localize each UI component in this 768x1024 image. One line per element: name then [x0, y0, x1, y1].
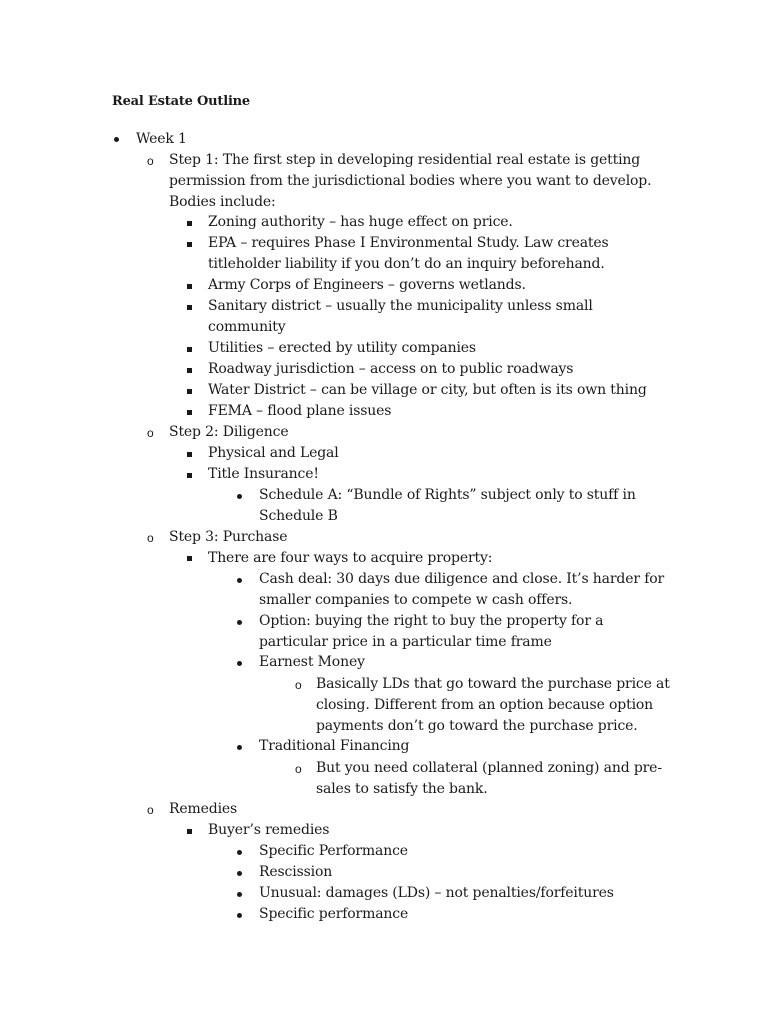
- outline-item-level2: Remedies: [169, 801, 238, 817]
- bullet-dot: [237, 620, 242, 625]
- outline-item-level3: Buyer’s remedies: [208, 822, 330, 838]
- outline-item-level3: FEMA – flood plane issues: [208, 403, 392, 419]
- outline-item-level4: Traditional Financing: [259, 738, 410, 754]
- bullet-dot: [237, 745, 242, 750]
- outline-item-level3: EPA – requires Phase I Environmental Study. Law creates: [208, 235, 609, 251]
- outline-item-level2: Step 1: The first step in developing residential real estate is getting: [169, 152, 641, 168]
- bullet-square: [187, 829, 192, 834]
- bullet-dot: [237, 661, 242, 666]
- outline-item-continuation: payments don’t go toward the purchase price.: [316, 718, 638, 734]
- outline-item-continuation: Bodies include:: [169, 194, 276, 210]
- bullet-dot: [237, 494, 242, 499]
- outline-item-level2: Step 2: Diligence: [169, 424, 289, 440]
- outline-item-level5: But you need collateral (planned zoning) and pre-: [316, 760, 662, 776]
- outline-item-level4: Unusual: damages (LDs) – not penalties/forfeitures: [259, 885, 614, 901]
- outline-item-level4: Specific Performance: [259, 843, 408, 859]
- outline-item-level2: Step 3: Purchase: [169, 529, 288, 545]
- document-title: Real Estate Outline: [112, 94, 251, 109]
- bullet-circle: o: [295, 678, 302, 692]
- outline-item-level3: Utilities – erected by utility companies: [208, 340, 476, 356]
- outline-item-level3: Physical and Legal: [208, 445, 339, 461]
- outline-item-level4: Earnest Money: [259, 654, 365, 670]
- outline-item-continuation: sales to satisfy the bank.: [316, 781, 488, 797]
- bullet-square: [187, 473, 192, 478]
- bullet-square: [187, 389, 192, 394]
- bullet-circle: o: [147, 426, 154, 440]
- outline-item-level5: Basically LDs that go toward the purchase price at: [316, 676, 670, 692]
- bullet-circle: o: [295, 762, 302, 776]
- bullet-square: [187, 410, 192, 415]
- outline-item-level3: Zoning authority – has huge effect on price.: [208, 214, 513, 230]
- outline-item-continuation: community: [208, 319, 286, 335]
- outline-item-level3: Water District – can be village or city, but often is its own thing: [208, 382, 647, 398]
- outline-item-level4: Schedule A: “Bundle of Rights” subject only to stuff in: [259, 487, 636, 503]
- outline-item-continuation: smaller companies to compete w cash offers.: [259, 592, 573, 608]
- outline-item-level4: Specific performance: [259, 906, 409, 922]
- outline-item-level4: Cash deal: 30 days due diligence and close. It’s harder for: [259, 571, 665, 587]
- outline-item-level4: Option: buying the right to buy the property for a: [259, 613, 604, 629]
- bullet-dot: [237, 578, 242, 583]
- bullet-circle: o: [147, 154, 154, 168]
- outline-item-continuation: permission from the jurisdictional bodies where you want to develop.: [169, 173, 652, 189]
- bullet-circle: o: [147, 803, 154, 817]
- bullet-dot: [237, 892, 242, 897]
- bullet-square: [187, 305, 192, 310]
- bullet-dot: [237, 850, 242, 855]
- bullet-dot: [114, 137, 119, 142]
- outline-item-level1: Week 1: [136, 131, 187, 147]
- outline-item-level3: Sanitary district – usually the municipality unless small: [208, 298, 593, 314]
- outline-item-continuation: titleholder liability if you don’t do an inquiry beforehand.: [208, 256, 605, 272]
- bullet-circle: o: [147, 531, 154, 545]
- outline-item-level4: Rescission: [259, 864, 333, 880]
- bullet-square: [187, 452, 192, 457]
- outline-item-continuation: particular price in a particular time frame: [259, 634, 552, 650]
- outline-item-level3: There are four ways to acquire property:: [208, 550, 493, 566]
- outline-item-level3: Title Insurance!: [208, 466, 319, 482]
- bullet-square: [187, 347, 192, 352]
- outline-item-level3: Roadway jurisdiction – access on to public roadways: [208, 361, 574, 377]
- outline-item-continuation: closing. Different from an option because option: [316, 697, 654, 713]
- bullet-square: [187, 242, 192, 247]
- bullet-dot: [237, 913, 242, 918]
- bullet-square: [187, 556, 192, 561]
- bullet-dot: [237, 871, 242, 876]
- bullet-square: [187, 221, 192, 226]
- bullet-square: [187, 368, 192, 373]
- outline-item-level3: Army Corps of Engineers – governs wetlands.: [208, 277, 526, 293]
- outline-item-continuation: Schedule B: [259, 508, 338, 524]
- bullet-square: [187, 284, 192, 289]
